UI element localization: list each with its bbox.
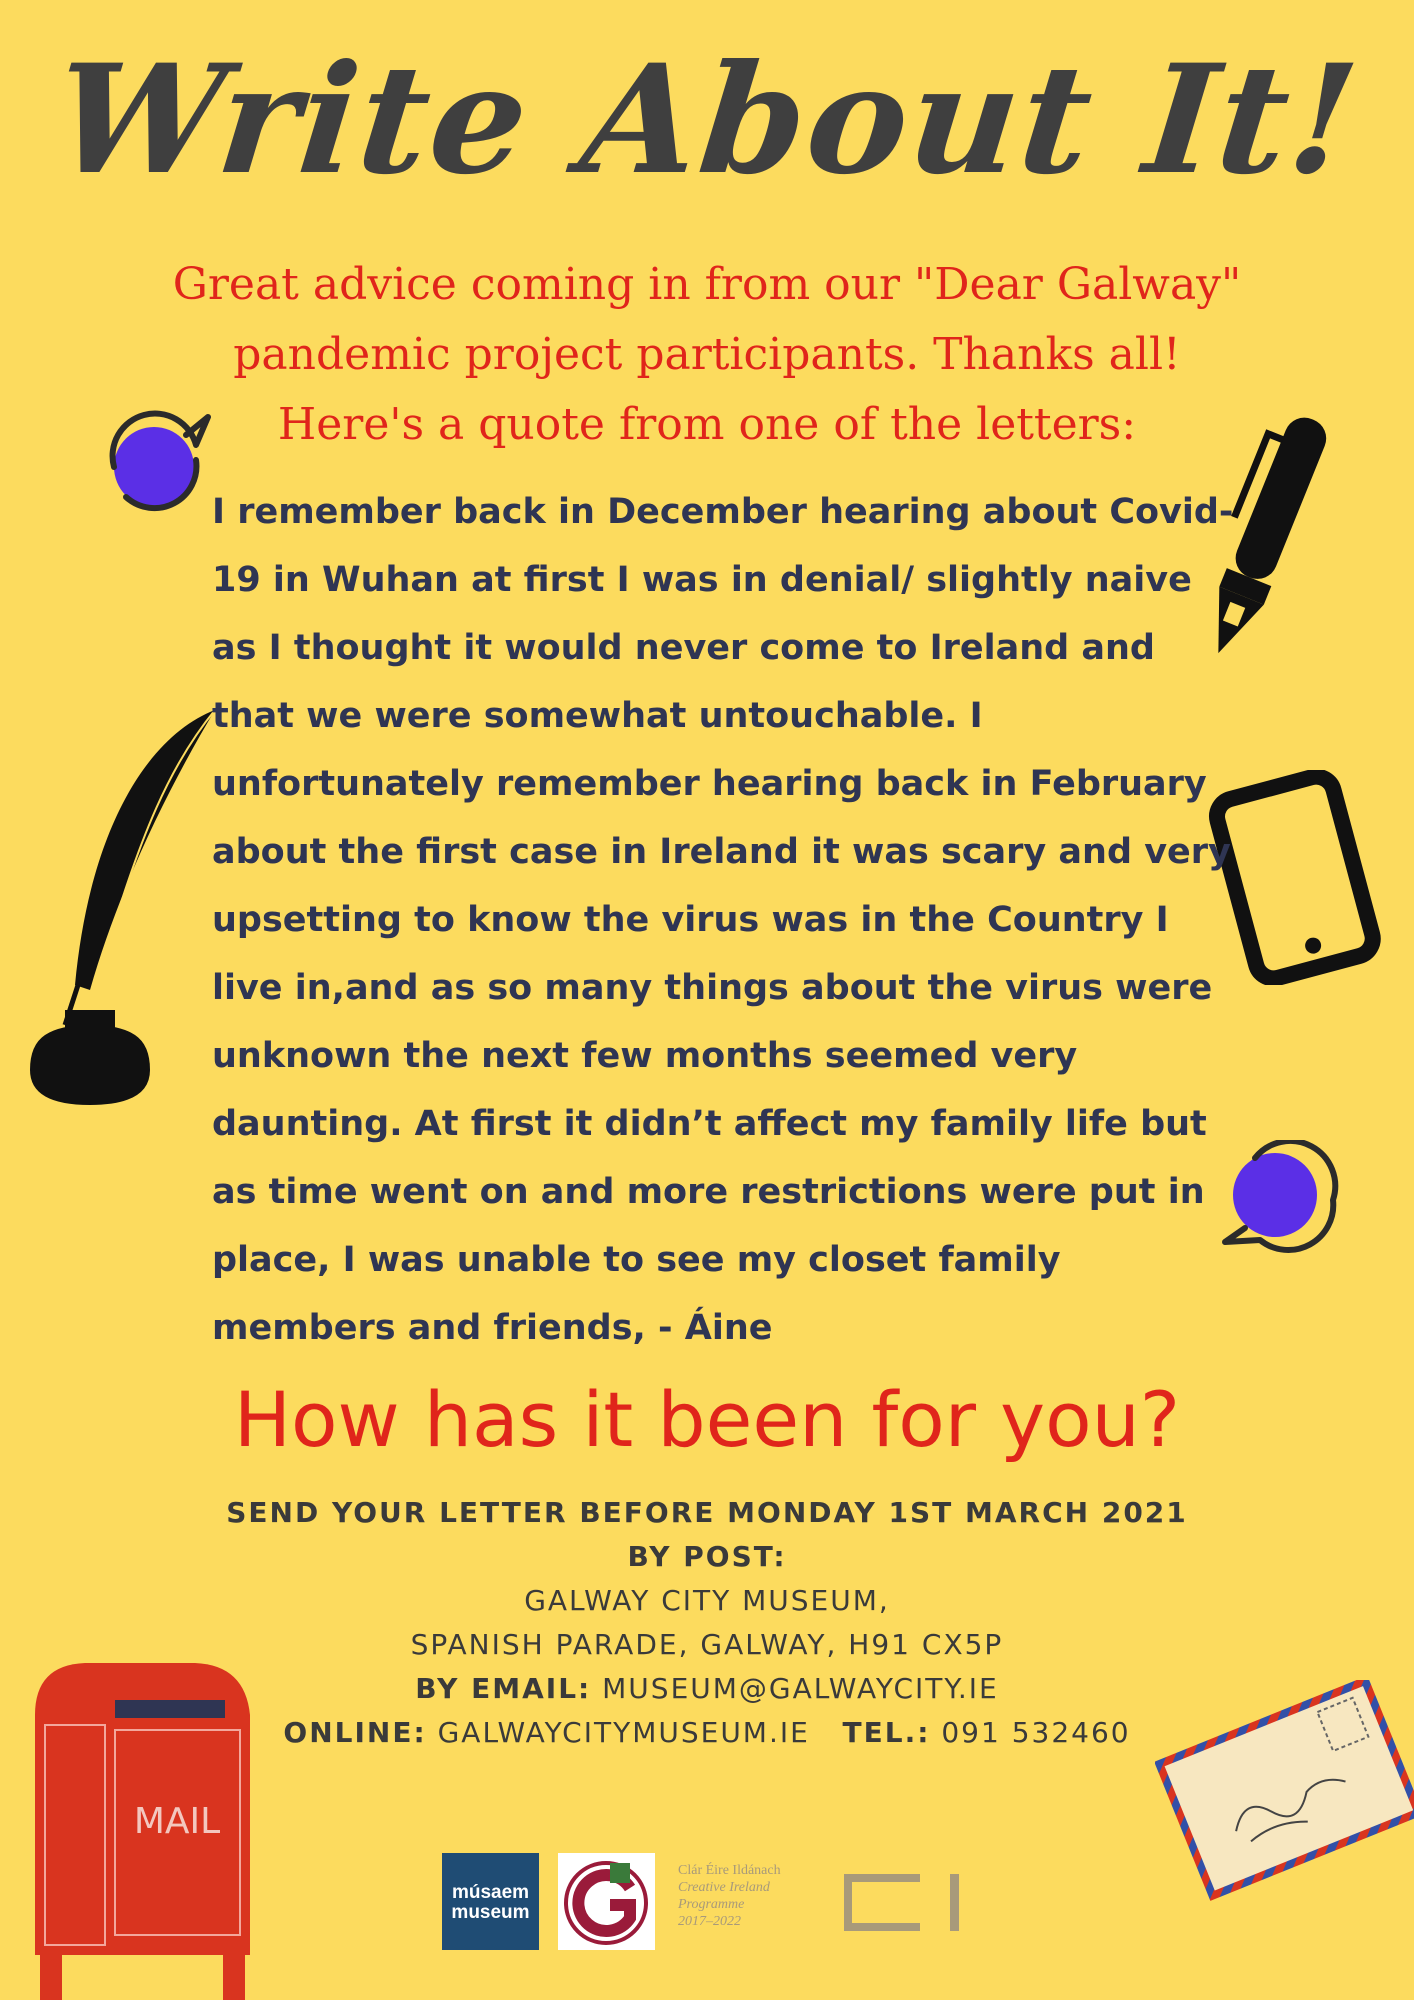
intro-line-3: Here's a quote from one of the letters: [277, 399, 1137, 450]
galway-crest-icon [558, 1853, 655, 1950]
intro-line-1: Great advice coming in from our "Dear Galway" [172, 259, 1242, 310]
envelope-icon [1155, 1680, 1414, 1905]
musaem-logo-line-1: músaem [451, 1882, 530, 1903]
letter-quote: I remember back in December hearing about Covid-19 in Wuhan at first I was in denial/ slightly naive as I thought it would never come to Ireland and that we were somewhat untouchable. I unfortunately remember hearing back in February about the first case in Ireland it was scary and very upsetting to know the virus was in the Country I live in,and as so many things about the virus were unknown the next few months seemed very daunting. At first it didn’t affect my family life but as time went on and more restrictions were put in place, I was unable to see my closet family members and friends, - Áine [212, 492, 1234, 1348]
creative-ireland-line-1: Clár Éire Ildánach [678, 1863, 781, 1878]
musaem-logo-line-2: museum [451, 1902, 530, 1923]
tel-number: 091 532460 [941, 1716, 1131, 1749]
email-label: BY EMAIL: [415, 1672, 592, 1705]
creative-ireland-line-2: Creative Ireland [678, 1880, 770, 1895]
creative-ireland-line-3: Programme [678, 1897, 745, 1912]
intro-text [100, 250, 1314, 460]
deadline-text: SEND YOUR LETTER BEFORE MONDAY 1ST MARCH 2021 [226, 1496, 1188, 1529]
mailbox-icon [25, 1655, 255, 2000]
galway-city-council-logo [558, 1853, 655, 1950]
address-line-1: GALWAY CITY MUSEUM, [524, 1584, 890, 1617]
creative-ireland-logo [678, 1862, 828, 1930]
by-post-label: BY POST: [627, 1540, 787, 1573]
musaem-logo [442, 1853, 539, 1950]
speech-bubble-icon [96, 405, 211, 520]
email-address[interactable]: MUSEUM@GALWAYCITY.IE [602, 1672, 999, 1705]
online-label: ONLINE: [283, 1716, 427, 1749]
mailbox-label: MAIL [133, 1801, 221, 1842]
intro-line-2: pandemic project participants. Thanks all! [233, 329, 1181, 380]
page-title: Write About It! [46, 32, 1368, 208]
question-heading: How has it been for you? [233, 1375, 1181, 1464]
creative-ireland-line-4: 2017–2022 [678, 1914, 741, 1929]
address-line-2: SPANISH PARADE, GALWAY, H91 CX5P [410, 1628, 1004, 1661]
quill-inkwell-icon [20, 705, 220, 1115]
tel-label: TEL.: [842, 1716, 931, 1749]
creative-ireland-mark-icon [840, 1870, 975, 1935]
website-link[interactable]: GALWAYCITYMUSEUM.IE [437, 1716, 810, 1749]
